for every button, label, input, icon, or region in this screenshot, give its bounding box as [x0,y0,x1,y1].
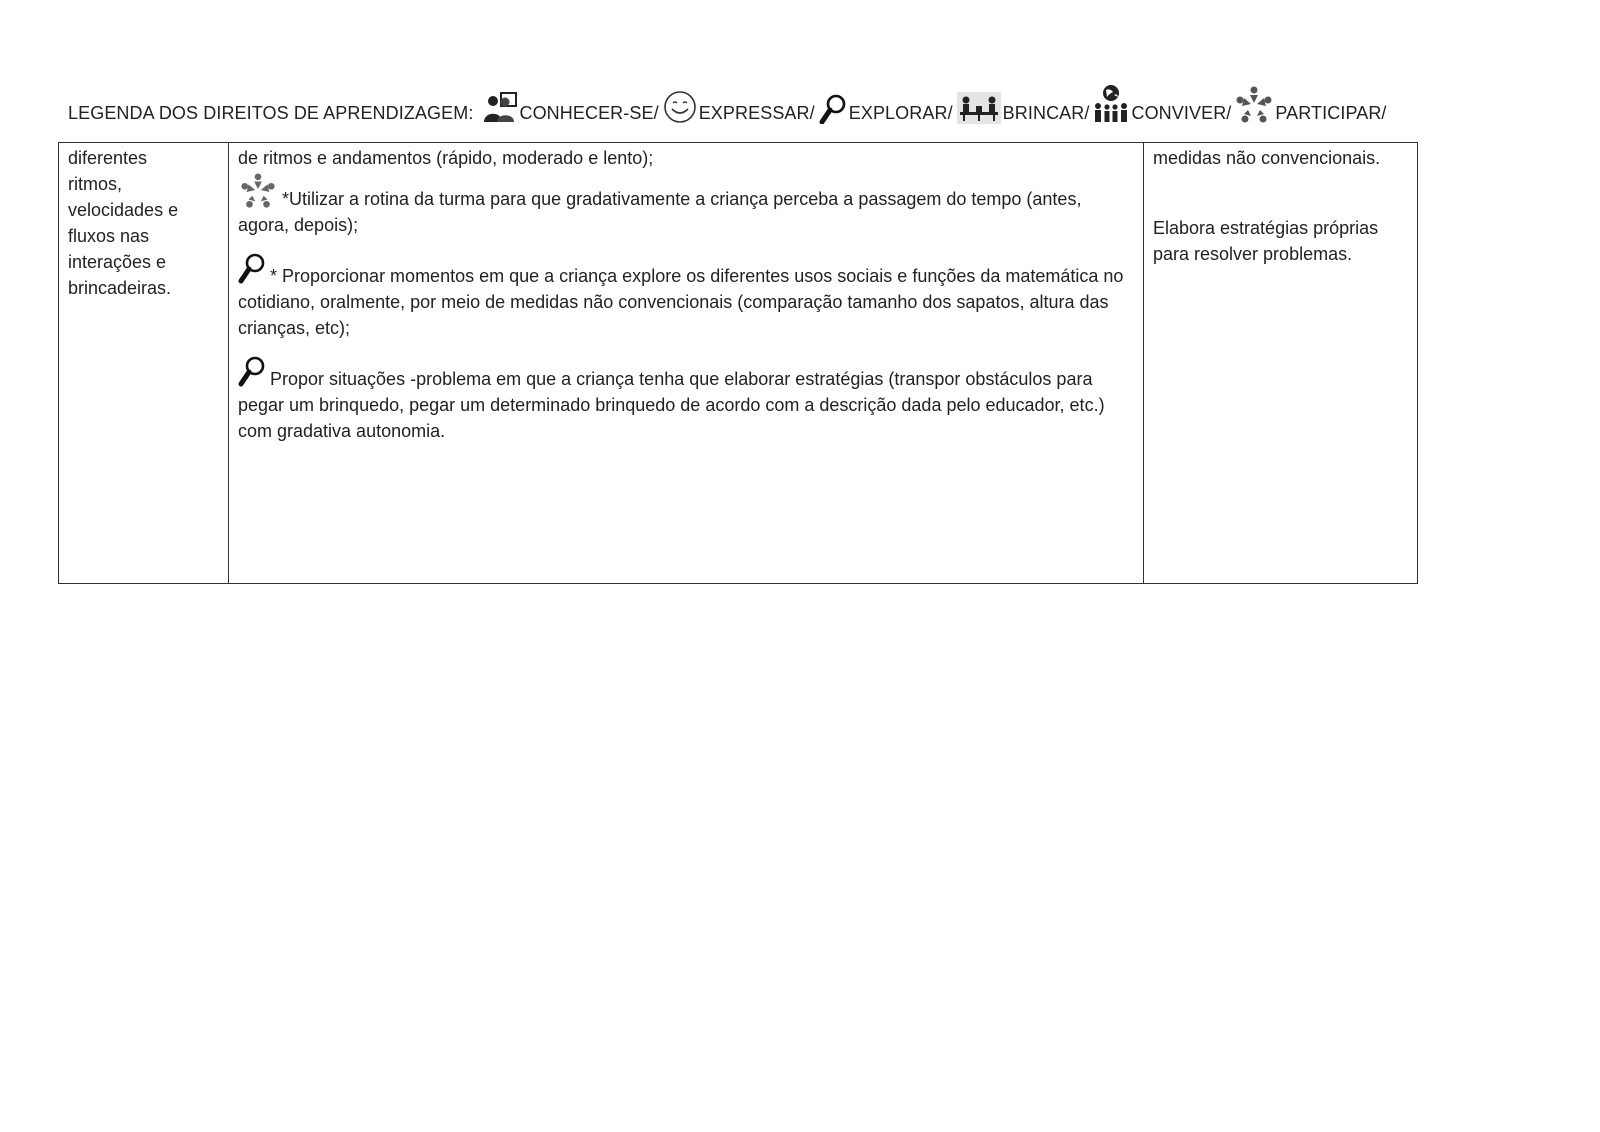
objective-line: velocidades e [68,200,179,220]
curriculum-table [58,142,1418,584]
people-group-icon [483,92,517,124]
legend-item-participar [1231,86,1386,124]
objective-line: fluxos nas [68,226,150,246]
evaluation-cell [1144,143,1418,584]
legend-label-conviver: CONVIVER/ [1131,103,1232,123]
objective-line: brincadeiras. [68,278,172,298]
activities-cell [229,143,1144,584]
smiley-face-icon [663,90,697,124]
children-playing-icon [957,92,1001,124]
table-row [59,143,1418,584]
activity-paragraph-2 [238,252,1134,341]
magnifier-icon [819,94,847,124]
activity-text-3: Propor situações -problema em que a criança tenha que elaborar estratégias (transpor obstáculos para pegar um brinquedo, pegar um determinado brinquedo de acordo com a descrição dada pelo educador, etc.) com gradativa autonomia. [238,369,1105,441]
activity-text-2: * Proporcionar momentos em que a criança explore os diferentes usos sociais e funções da matemática no cotidiano, oralmente, por meio de medidas não convencionais (comparação tamanho dos sapatos, altura das crianças, etc); [238,266,1124,338]
legend-label-expressar: EXPRESSAR/ [698,103,815,123]
evaluation-text-1: Elabora estratégias próprias para resolver problemas. [1153,218,1379,264]
learning-rights-legend [68,64,1387,124]
objective-cell [59,143,229,584]
legend-title: LEGENDA DOS DIREITOS DE APRENDIZAGEM: [68,103,474,123]
legend-label-explorar: EXPLORAR/ [848,103,953,123]
legend-label-participar: PARTICIPAR/ [1275,103,1387,123]
activity-paragraph-3 [238,355,1134,444]
objective-line: diferentes [68,148,148,168]
magnifier-icon [238,355,266,387]
objective-line: interações e [68,252,167,272]
legend-label-conhecer-se: CONHECER-SE/ [519,103,659,123]
legend-item-conhecer-se [479,92,658,124]
legend-item-brincar [953,92,1090,124]
legend-item-explorar [815,94,953,124]
activity-text-0: de ritmos e andamentos (rápido, moderado e lento); [238,148,654,168]
legend-item-expressar [659,90,815,124]
activity-text-1: *Utilizar a rotina da turma para que gradativamente a criança perceba a passagem do tempo (antes, agora, depois); [238,189,1082,235]
evaluation-text-0: medidas não convencionais. [1153,148,1381,168]
legend-item-conviver [1089,84,1231,124]
legend-label-brincar: BRINCAR/ [1002,103,1090,123]
objective-line: ritmos, [68,174,122,194]
magnifier-icon [238,252,266,284]
people-circle-icon [1235,86,1273,124]
people-circle-icon [238,173,278,209]
globe-family-icon [1093,84,1129,124]
activity-paragraph-1 [238,173,1134,238]
